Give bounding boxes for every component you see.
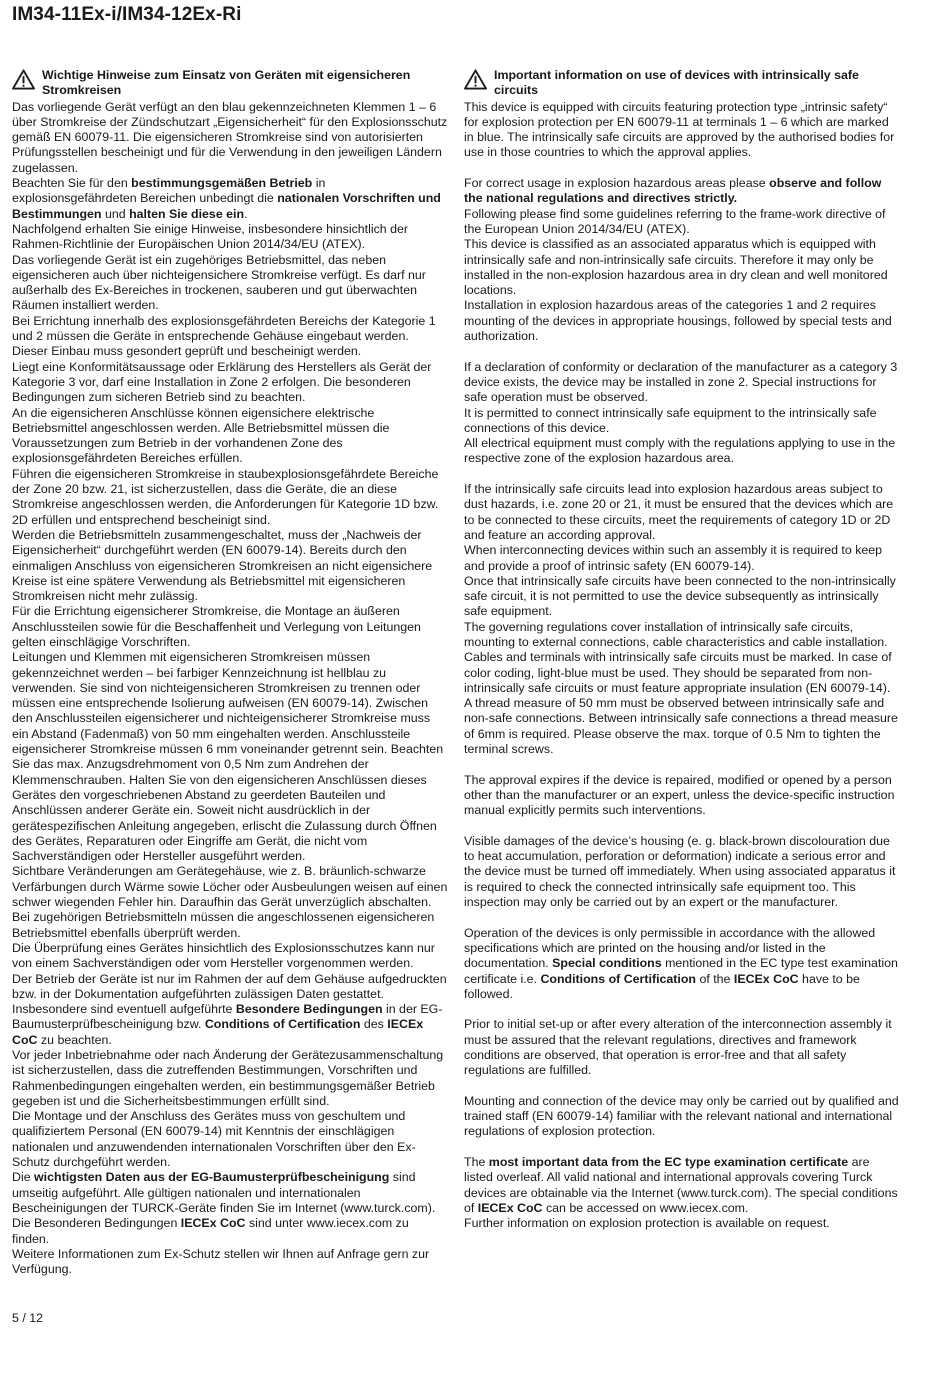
bold-text-run: bestimmungsgemäßen Betrieb: [131, 176, 313, 191]
text-run: Weitere Informationen zum Ex-Schutz stellen wir Ihnen auf Anfrage gern zur Verfügung.: [12, 1246, 430, 1277]
paragraph: [464, 834, 900, 910]
text-run: Visible damages of the device’s housing (e. g. black-brown discolouration due to heat accumulation, perforation or deformation) indicate a serious error and the device must be turned off immediately. When using associated apparatus it is required to check the connected intrinsically safe equipment too. This inspection may only be carried out by an expert or the manufacturer.: [464, 833, 896, 910]
paragraph: [464, 773, 900, 819]
paragraph: [464, 436, 900, 467]
text-run: mentioned in the EC type test examination certificate i.e.: [464, 956, 898, 986]
paragraph: [464, 926, 900, 1002]
paragraph: [12, 360, 448, 406]
bold-text-run: Conditions of Certification: [540, 971, 696, 986]
paragraph: [464, 543, 900, 574]
text-run: in der EG-Baumusterprüfbescheinigung bzw.: [12, 1002, 443, 1032]
text-run: Nachfolgend erhalten Sie einige Hinweise, insbesondere hinsichtlich der Rahmen-Richtlinie der Europäischen Union 2014/34/EU (ATEX).: [12, 221, 409, 252]
text-run: are listed overleaf. All valid national and international approvals covering Turck devices are obtainable via the Internet (www.turck.com). The special conditions of: [464, 1155, 898, 1215]
paragraph-spacer: [464, 1002, 900, 1017]
bold-text-run: Special conditions: [552, 956, 662, 971]
paragraph: [12, 222, 448, 253]
paragraph: [464, 298, 900, 344]
text-run: Für die Errichtung eigensicherer Stromkreise, die Montage an äußeren Anschlussteilen sowie für die Beschaffenheit und Verlegung von Leitungen gelten einschlägige Vorschriften.: [12, 604, 421, 649]
text-run: Werden die Betriebsmitteln zusammengeschaltet, muss der „Nachweis der Eigensicherheit“ durchgeführt werden (EN 60079-14). Bereits durch den einmaligen Anschluss von eigensicheren Stromkreisen an nicht eigensichere Kreise ist eine spätere Verwendung als Betriebsmittel mit eigensicheren Stromkreisen nicht mehr zulässig.: [12, 527, 433, 604]
text-run: Cables and terminals with intrinsically safe circuits must be marked. In case of color coding, light-blue must be used. They should be separated from non-intrinsically safe circuits or must feature appropriate insulation (EN 60079-14). A thread measure of 50 mm must be observed between intrinsically safe and non-safe connections. Between intrinsically safe connections a thread measure of 6mm is required. Please observe the max. torque of 0.5 Nm to tighten the terminal screws.: [464, 650, 898, 757]
text-run: Das vorliegende Gerät verfügt an den blau gekennzeichneten Klemmen 1 – 6 über Stromkreise der Zündschutzart „Eigensicherheit“ für den Explosionsschutz gemäß EN 60079-11. Die eigensicheren Stromkreise sind von autorisierten Prüfungsstellen bescheinigt und für die Verwendung in den jeweiligen Ländern zugelassen.: [12, 99, 448, 175]
paragraph: [12, 1216, 448, 1247]
paragraph: [12, 650, 448, 864]
warning-triangle-icon: [464, 69, 487, 90]
paragraph: [12, 100, 448, 176]
bold-text-run: IECEx CoC: [733, 971, 799, 986]
paragraph: [464, 406, 900, 437]
paragraph: [12, 406, 448, 467]
text-run: Mounting and connection of the device may only be carried out by qualified and trained staff (EN 60079-14) familiar with the relevant national and international regulations of explosion protection.: [464, 1093, 899, 1139]
paragraph-spacer: [464, 1079, 900, 1094]
text-run: Bei Errichtung innerhalb des explosionsgefährdeten Bereichs der Kategorie 1 und 2 müssen die Geräte in entsprechende Gehäuse eingebaut werden. Dieser Einbau muss gesondert geprüft und bescheinigt werden.: [12, 313, 436, 359]
paragraph-spacer: [464, 910, 900, 925]
paragraph: [12, 941, 448, 972]
text-run: When interconnecting devices within such an assembly it is required to keep and provide a proof of intrinsic safety (EN 60079-14).: [464, 543, 883, 573]
paragraph: [464, 100, 900, 161]
text-run: Liegt eine Konformitätsaussage oder Erklärung des Herstellers als Gerät der Kategorie 3 vor, darf eine Installation in Zone 2 erfolgen. Die besonderen Bedingungen zum sicheren Betrieb sind zu beachten.: [12, 359, 432, 405]
text-run: Die Überprüfung eines Gerätes hinsichtlich des Explosionsschutzes kann nur von einem Sachverständigen oder vom Hersteller vorgenommen werden.: [12, 940, 435, 971]
german-heading-block: [12, 68, 448, 99]
text-run: have to be followed.: [464, 971, 860, 1001]
text-run: If a declaration of conformity or declaration of the manufacturer as a category 3 device exists, the device may be installed in zone 2. Special instructions for safe operation must be observed.: [464, 359, 898, 405]
paragraph: [12, 176, 448, 222]
english-body: [464, 100, 900, 1232]
text-run: It is permitted to connect intrinsically safe equipment to the intrinsically safe connections of this device.: [464, 405, 877, 435]
text-run: This device is classified as an associated apparatus which is equipped with intrinsically safe and non-intrinsically safe circuits. Therefore it may only be installed in the non-explosion hazardous area in dry clean and well monitored locations.: [464, 237, 888, 298]
text-run: Installation in explosion hazardous areas of the categories 1 and 2 requires mounting of the devices in appropriate housings, followed by special tests and authorization.: [464, 298, 892, 344]
text-run: Sichtbare Veränderungen am Gerätegehäuse, wie z. B. bräunlich-schwarze Verfärbungen durch Wärme sowie Löcher oder Ausbeulungen weisen auf einen schwer wiegenden Fehler hin. Daraufhin das Gerät unverzüglich abschalten. Bei zugehörigen Betriebsmitteln müssen die angeschlossenen eigensicheren Betriebsmittel ebenfalls überprüft werden.: [12, 864, 448, 940]
paragraph-spacer: [464, 819, 900, 834]
text-run: Die: [12, 1170, 35, 1185]
bold-text-run: halten Sie diese ein: [129, 206, 245, 221]
text-run: Führen die eigensicheren Stromkreise in staubexplosionsgefährdete Bereiche der Zone 20 bzw. 21, ist sicherzustellen, dass die Geräte, die an diese Stromkreise angeschlossen werden, die Anforderungen für Kategorie 1D bzw. 2D erfüllen und entsprechend bescheinigt sind.: [12, 466, 439, 527]
text-run: Vor jeder Inbetriebnahme oder nach Änderung der Gerätezusammenschaltung ist sicherzustellen, dass die zutreffenden Bestimmungen, Vorschriften und Rahmenbedingungen eingehalten werden, ein bestimmungsgemäßer Betrieb gegeben ist und die Sicherheitsbestimmungen erfüllt sind.: [12, 1048, 444, 1108]
text-run: Die Besonderen Bedingungen: [12, 1216, 181, 1231]
paragraph: [464, 1017, 900, 1078]
text-run: Prior to initial set-up or after every alteration of the interconnection assembly it must be assured that the relevant regulations, directives and framework conditions are observed, that operation is error-free and that all safety regulations are fulfilled.: [464, 1017, 892, 1078]
text-run: The approval expires if the device is repaired, modified or opened by a person other than the manufacturer or an expert, unless the device-specific instruction manual explicitly permits such interventions.: [464, 772, 895, 818]
text-run: The: [464, 1155, 489, 1170]
paragraph-spacer: [464, 161, 900, 176]
english-heading: Important information on use of devices with intrinsically safe circuits: [494, 68, 859, 98]
bold-text-run: observe and follow the national regulations and directives strictly.: [464, 176, 882, 206]
paragraph-spacer: [464, 1140, 900, 1155]
bold-text-run: wichtigsten Daten aus der EG-Baumusterprüfbescheinigung: [34, 1170, 390, 1185]
text-run: Further information on explosion protection is available on request.: [464, 1216, 830, 1231]
paragraph: [12, 1247, 448, 1278]
paragraph: [12, 604, 448, 650]
text-run: The governing regulations cover installation of intrinsically safe circuits, mounting to external connections, cable characteristics and cable installation.: [464, 619, 888, 649]
bold-text-run: IECEx CoC: [12, 1017, 424, 1047]
bold-text-run: nationalen Vorschriften und Bestimmungen: [12, 191, 441, 221]
paragraph: [464, 237, 900, 298]
paragraph: [464, 360, 900, 406]
paragraph-spacer: [464, 344, 900, 359]
paragraph-spacer: [464, 757, 900, 772]
page-number: 5 / 12: [12, 1311, 44, 1325]
paragraph: [12, 864, 448, 940]
paragraph: [464, 1216, 900, 1231]
paragraph-spacer: [464, 467, 900, 482]
paragraph: [12, 1109, 448, 1170]
text-run: Once that intrinsically safe circuits have been connected to the non-intrinsically safe circuit, it is not permitted to use the device subsequently as intrinsically safe equipment.: [464, 573, 896, 619]
paragraph: [464, 207, 900, 238]
document-title: IM34-11Ex-i/IM34-12Ex-Ri: [12, 4, 242, 25]
bold-text-run: IECEx CoC: [477, 1200, 543, 1215]
english-column: [464, 68, 900, 1232]
text-run: Operation of the devices is only permissible in accordance with the allowed specifications which are printed on the housing and/or listed in the documentation.: [464, 925, 876, 971]
paragraph: [12, 467, 448, 528]
text-run: For correct usage in explosion hazardous areas please: [464, 176, 770, 191]
paragraph: [464, 620, 900, 651]
text-run: If the intrinsically safe circuits lead into explosion hazardous areas subject to dust hazards, i.e. zone 20 or 21, it must be ensured that the devices which are to be connected to these circuits, meet the requirements of category 1D or 2D and feature an according approval.: [464, 482, 894, 542]
text-run: .: [244, 206, 248, 221]
text-run: An die eigensicheren Anschlüsse können eigensichere elektrische Betriebsmittel angeschlossen werden. Alle Betriebsmittel müssen die Voraussetzungen zum Betrieb in der vorhandenen Zone des explosionsgefährdeten Bereiches erfüllen.: [12, 405, 390, 466]
bold-text-run: IECEx CoC: [180, 1216, 246, 1231]
warning-triangle-icon: [12, 69, 35, 90]
text-run: des: [360, 1017, 388, 1032]
text-run: Following please find some guidelines referring to the frame-work directive of the European Union 2014/34/EU (ATEX).: [464, 206, 886, 236]
text-run: Beachten Sie für den: [12, 176, 132, 191]
english-heading-block: [464, 68, 900, 99]
german-heading: Wichtige Hinweise zum Einsatz von Geräten mit eigensicheren Stromkreisen: [42, 68, 411, 98]
paragraph: [464, 482, 900, 543]
paragraph: [12, 314, 448, 360]
text-run: This device is equipped with circuits featuring protection type „intrinsic safety“ for explosion protection per EN 60079-11 at terminals 1 – 6 which are marked in blue. The intrinsically safe circuits are approved by the authorised bodies for use in those countries to which the approval applies.: [464, 99, 895, 160]
text-run: in explosionsgefährdeten Bereichen unbedingt die: [12, 176, 326, 206]
text-run: Das vorliegende Gerät ist ein zugehöriges Betriebsmittel, das neben eigensicheren auch über nichteigensichere Stromkreise verfügt. Es darf nur außerhalb des Ex-Bereiches in trockenen, sauberen und gut überwachten Räumen installiert werden.: [12, 252, 426, 313]
bold-text-run: Besondere Bedingungen: [235, 1002, 383, 1017]
text-run: zu beachten.: [37, 1032, 112, 1047]
text-run: can be accessed on www.iecex.com.: [542, 1200, 749, 1215]
paragraph: [464, 176, 900, 207]
text-run: und: [101, 206, 130, 221]
paragraph: [464, 650, 900, 757]
text-run: of the: [696, 971, 734, 986]
german-column: [12, 68, 448, 1277]
text-run: sind unter www.iecex.com zu finden.: [12, 1216, 409, 1246]
paragraph: [12, 1170, 448, 1216]
paragraph: [464, 574, 900, 620]
bold-text-run: most important data from the EC type examination certificate: [488, 1155, 849, 1170]
paragraph: [12, 253, 448, 314]
text-run: Die Montage und der Anschluss des Gerätes muss von geschultem und qualifiziertem Personal (EN 60079-14) mit Kenntnis der einschlägigen nationalen und anzuwendenden internationalen Vorschriften über den Ex-Schutz durchgeführt werden.: [12, 1109, 416, 1170]
paragraph: [464, 1094, 900, 1140]
text-run: sind umseitig aufgeführt. Alle gültigen nationalen und internationalen Bescheinigungen der TURCK-Geräte finden Sie im Internet (www.turck.com).: [12, 1170, 436, 1215]
german-body: [12, 100, 448, 1278]
text-run: Der Betrieb der Geräte ist nur im Rahmen der auf dem Gehäuse aufgedruckten bzw. in der Dokumentation aufgeführten zulässigen Daten gestattet. Insbesondere sind eventuell aufgeführte: [12, 971, 447, 1017]
text-run: Leitungen und Klemmen mit eigensicheren Stromkreisen müssen gekennzeichnet werden – bei farbiger Kennzeichnung ist hellblau zu verwenden. Sie sind von nichteigensicheren Stromkreisen zu trennen oder müssen eine entsprechende Isolierung aufweisen (EN 60079-14). Zwischen den Anschlussteilen eigensicherer und nichteigensicherer Stromkreise muss ein Abstand (Fadenmaß) von 50 mm eingehalten werden. Anschlussteile eigensicherer Stromkreise müssen 6 mm voneinander getrennt sein. Beachten Sie das max. Anzugsdrehmoment von 0,5 Nm zum Andrehen der Klemmenschrauben. Halten Sie von den eigensicheren Anschlüssen dieses Gerätes den vorgeschriebenen Abstand zu geerdeten Bauteilen und Anschlüssen anderer Geräte ein. Soweit nicht ausdrücklich in der gerätespezifischen Anleitung angegeben, erlischt die Zulassung durch Öffnen des Gerätes, Reparaturen oder Eingriffe am Gerät, die nicht vom Sachverständigen oder Hersteller ausgeführt werden.: [12, 650, 444, 864]
paragraph: [12, 528, 448, 604]
paragraph: [12, 972, 448, 1048]
paragraph: [464, 1155, 900, 1216]
bold-text-run: Conditions of Certification: [204, 1017, 361, 1032]
text-run: All electrical equipment must comply with the regulations applying to use in the respective zone of the explosion hazardous area.: [464, 436, 896, 466]
paragraph: [12, 1048, 448, 1109]
